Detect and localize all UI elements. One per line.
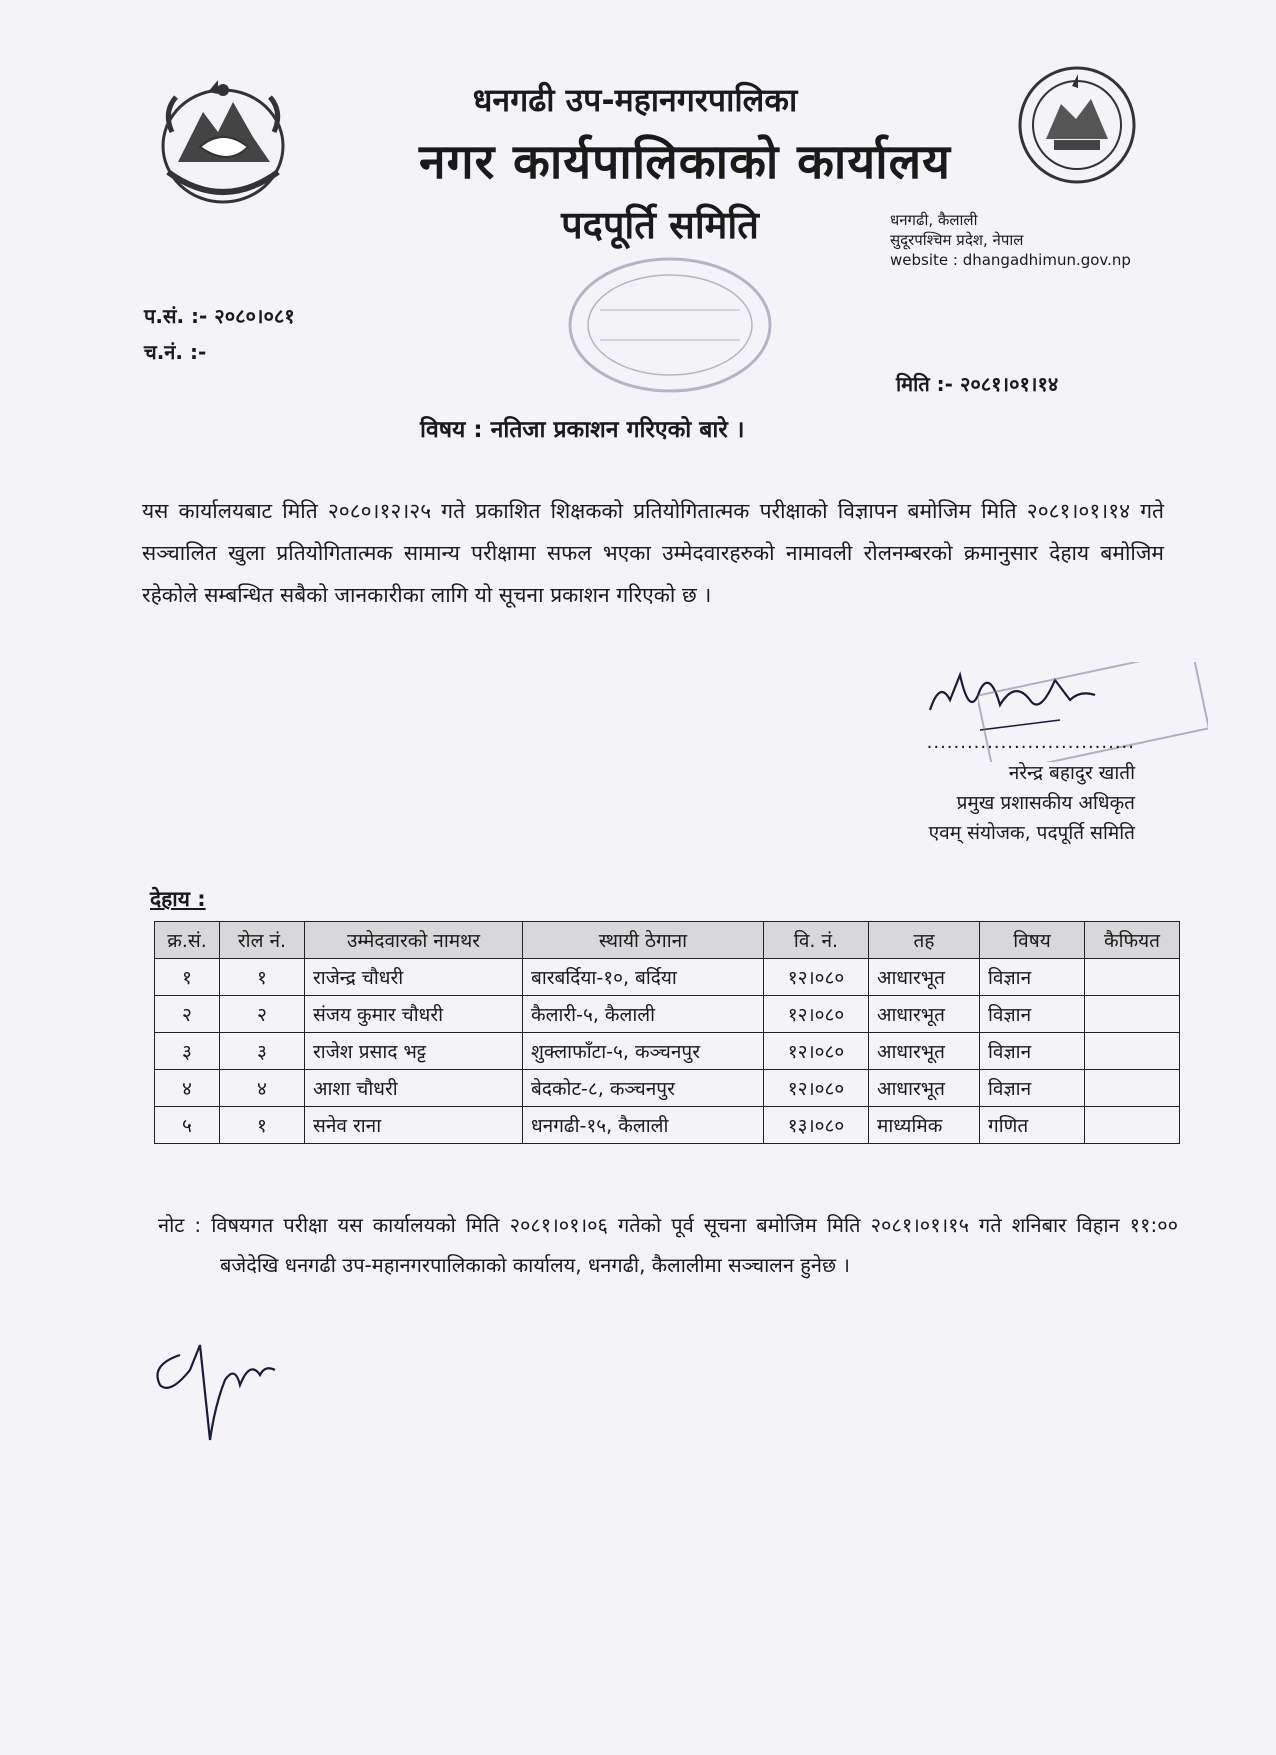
cell-remarks xyxy=(1085,1033,1180,1070)
cell-name: राजेन्द्र चौधरी xyxy=(305,959,523,996)
cell-address: शुक्लाफाँटा-५, कञ्चनपुर xyxy=(523,1033,764,1070)
cell-roll: ४ xyxy=(220,1070,305,1107)
cell-remarks xyxy=(1085,1107,1180,1144)
cell-subject: विज्ञान xyxy=(980,1033,1085,1070)
letter-subject: विषय : नतिजा प्रकाशन गरिएको बारे । xyxy=(420,417,745,443)
cell-address: धनगढी-१५, कैलाली xyxy=(523,1107,764,1144)
cell-address: बारबर्दिया-१०, बर्दिया xyxy=(523,959,764,996)
municipality-name: धनगढी उप-महानगरपालिका xyxy=(472,81,798,119)
office-stamp-icon xyxy=(560,250,780,400)
website: website : dhangadhimun.gov.np xyxy=(890,251,1131,269)
cell-ad-no: १२।०८० xyxy=(764,996,869,1033)
cell-remarks xyxy=(1085,959,1180,996)
committee-name: पदपूर्ति समिति xyxy=(561,203,759,247)
table-header-row xyxy=(155,922,1180,959)
letter-body: यस कार्यालयबाट मिति २०८०।१२।२५ गते प्रकाशित शिक्षकको प्रतियोगितात्मक परीक्षाको विज्ञापन बमोजिम मिति २०८१।०१।१४ गते सञ्चालित खुला प्रतियोगितात्मक सामान्य परीक्षामा सफल भएका उम्मेदवारहरुको नामावली रोलनम्बरको क्रमानुसार देहाय बमोजिम रहेकोले सम्बन्धित सबैको जानकारीका लागि यो सूचना प्रकाशन गरिएको छ । xyxy=(142,499,1164,607)
cell-ad-no: १३।०८० xyxy=(764,1107,869,1144)
signatory-title: प्रमुख प्रशासकीय अधिकृत xyxy=(956,792,1135,814)
letter-date: मिति :- २०८१।०१।१४ xyxy=(896,372,1059,396)
note-label: नोट : xyxy=(158,1213,202,1237)
address-line-1: धनगढी, कैलाली xyxy=(890,211,978,229)
cell-remarks xyxy=(1085,996,1180,1033)
cell-ad-no: १२।०८० xyxy=(764,1070,869,1107)
office-address xyxy=(890,210,1131,270)
cell-roll: १ xyxy=(220,1107,305,1144)
cell-remarks xyxy=(1085,1070,1180,1107)
office-name: नगर कार्यपालिकाको कार्यालय xyxy=(418,134,952,190)
table-row xyxy=(155,1070,1180,1107)
cell-subject: विज्ञान xyxy=(980,959,1085,996)
nepal-emblem-icon xyxy=(148,72,298,210)
col-roll: रोल नं. xyxy=(220,922,305,959)
cell-roll: १ xyxy=(220,959,305,996)
table-row xyxy=(155,1107,1180,1144)
col-level: तह xyxy=(869,922,980,959)
cell-roll: २ xyxy=(220,996,305,1033)
cell-ad-no: १२।०८० xyxy=(764,959,869,996)
cell-name: संजय कुमार चौधरी xyxy=(305,996,523,1033)
signatory-role: एवम् संयोजक, पदपूर्ति समिति xyxy=(928,822,1135,844)
cell-name: सनेव राना xyxy=(305,1107,523,1144)
cell-level: आधारभूत xyxy=(869,959,980,996)
signatory-block xyxy=(855,728,1135,848)
col-remarks: कैफियत xyxy=(1085,922,1180,959)
note-text: विषयगत परीक्षा यस कार्यालयको मिति २०८१।०१।०६ गतेको पूर्व सूचना बमोजिम मिति २०८१।०१।१५ गते शनिबार विहान ११:०० बजेदेखि धनगढी उप-महानगरपालिकाको कार्यालय, धनगढी, कैलालीमा सञ्चालन हुनेछ । xyxy=(211,1213,1178,1277)
cell-address: बेदकोट-८, कञ्चनपुर xyxy=(523,1070,764,1107)
cell-subject: विज्ञान xyxy=(980,996,1085,1033)
cell-serial: ५ xyxy=(155,1107,220,1144)
table-row xyxy=(155,959,1180,996)
cell-serial: ३ xyxy=(155,1033,220,1070)
cell-subject: विज्ञान xyxy=(980,1070,1085,1107)
col-ad-no: वि. नं. xyxy=(764,922,869,959)
municipality-logo-icon xyxy=(1016,64,1138,186)
cell-name: राजेश प्रसाद भट्ट xyxy=(305,1033,523,1070)
cell-level: आधारभूत xyxy=(869,996,980,1033)
cell-name: आशा चौधरी xyxy=(305,1070,523,1107)
address-line-2: सुदूरपश्चिम प्रदेश, नेपाल xyxy=(890,231,1024,249)
signature-dots: ............................... xyxy=(926,732,1135,753)
table-row xyxy=(155,996,1180,1033)
col-name: उम्मेदवारको नामथर xyxy=(305,922,523,959)
cell-serial: २ xyxy=(155,996,220,1033)
col-address: स्थायी ठेगाना xyxy=(523,922,764,959)
note-block xyxy=(158,1205,1178,1285)
cell-serial: ४ xyxy=(155,1070,220,1107)
col-serial: क्र.सं. xyxy=(155,922,220,959)
cell-level: आधारभूत xyxy=(869,1070,980,1107)
cell-subject: गणित xyxy=(980,1107,1085,1144)
cell-serial: १ xyxy=(155,959,220,996)
annex-label: देहाय : xyxy=(150,887,206,911)
table-row xyxy=(155,1033,1180,1070)
cell-level: माध्यमिक xyxy=(869,1107,980,1144)
col-subject: विषय xyxy=(980,922,1085,959)
letter-number: प.सं. :- २०८०।०८१ xyxy=(144,304,295,328)
initial-signature-icon xyxy=(140,1325,280,1450)
cell-roll: ३ xyxy=(220,1033,305,1070)
dispatch-number: च.नं. :- xyxy=(144,340,207,364)
cell-level: आधारभूत xyxy=(869,1033,980,1070)
results-table xyxy=(154,921,1180,1144)
cell-address: कैलारी-५, कैलाली xyxy=(523,996,764,1033)
cell-ad-no: १२।०८० xyxy=(764,1033,869,1070)
signatory-name: नरेन्द्र बहादुर खाती xyxy=(1008,762,1135,784)
